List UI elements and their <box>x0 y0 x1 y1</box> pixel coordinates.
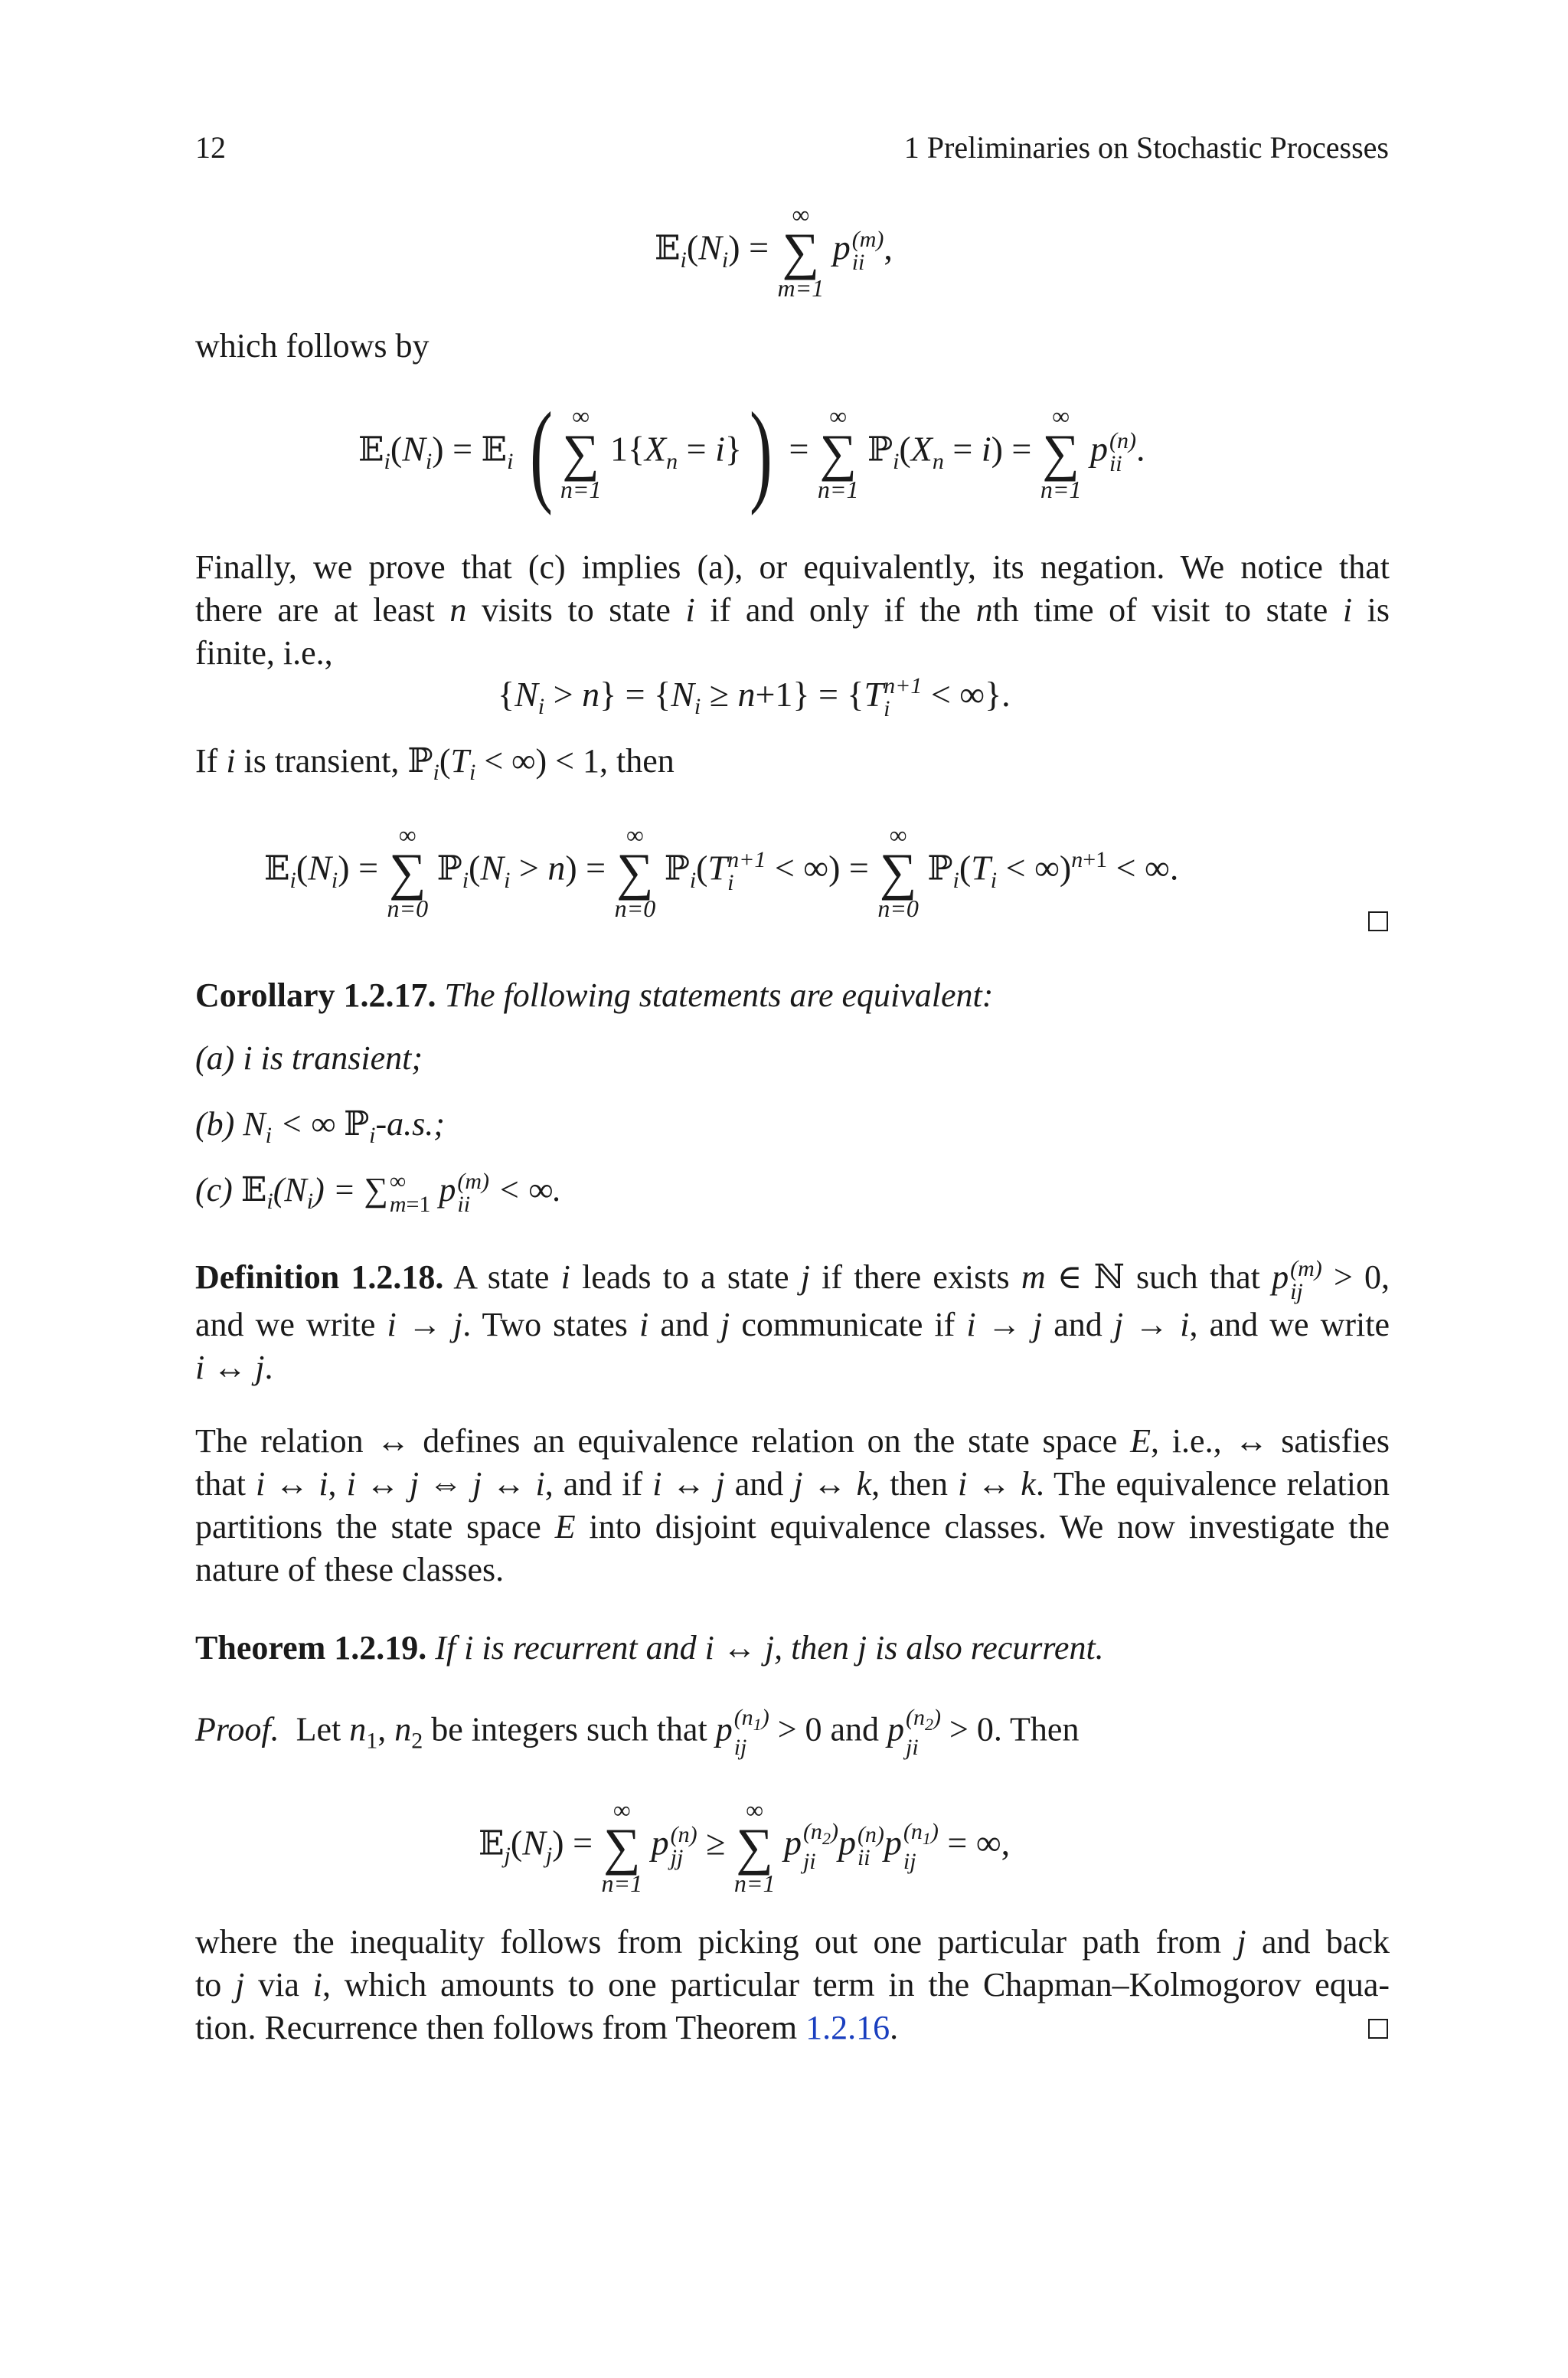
equation-5: $𝔼_j(N_j)$ = ∞ ∑ n=1 p (n) jj ≥ ∞ ∑ n=1 p $(n_2)$ ji p (n) ii p $(n_1)$ ij = ∞, <box>479 1796 1011 1897</box>
corollary-item-c: (c) $𝔼_i(N_i)$ = ∑ ∞ m=1 p (m) ii < ∞. <box>195 1168 562 1217</box>
proof-label: Proof. <box>195 1710 279 1748</box>
last-line-suffix: . <box>890 2009 899 2046</box>
corollary-heading <box>195 974 993 1017</box>
page-number: 12 <box>195 130 226 165</box>
last-line-prefix: tion. Recurrence then follows from Theorem <box>195 2009 806 2046</box>
definition-label: Definition 1.2.18. <box>195 1258 444 1296</box>
running-title: 1 Preliminaries on Stochastic Processes <box>903 130 1389 165</box>
qed-box <box>1368 2019 1388 2039</box>
theorem-heading: Theorem 1.2.19. If i is recurrent and i ↔ j, then j is also recurrent. <box>195 1629 1104 1667</box>
equation-3: $\{N_i > n\} = \{N_i \ge n+1\} = \{T$ n+1 i < ∞}. <box>498 673 1011 722</box>
corollary-item-b: (b) $N_i$ < ∞ ℙ$_i$-a.s.; <box>195 1104 445 1148</box>
equation-4: $𝔼_i(N_i)$ = ∞ ∑ n=0 $ℙ_i(N_i > n)$ = ∞ ∑ n=0 ℙ$_i$(T n+1 i < ∞) = ∞ ∑ n=0 $ℙ_i(T_i < \infty)^{n+1}$ < ∞. <box>264 821 1179 922</box>
corollary-body: The following statements are equivalent: <box>444 976 994 1014</box>
theorem-ref-link[interactable]: 1.2.16 <box>805 2009 890 2046</box>
proof-line: Proof. Let $n_1$, $n_2$ be integers such that p $(n_1)$ ij > 0 and p $(n_2)$ ji > 0. Then <box>195 1705 1080 1760</box>
theorem-label: Theorem 1.2.19. <box>195 1629 427 1667</box>
finally-paragraph: Finally, we prove that (c) implies (a), or equivalently, its negation. We notice that there are at least n visits to state i if and only if the nth time of visit to state i is finite, i.e., <box>195 548 1390 672</box>
equation-1: $𝔼_i(N_i)$ = ∞ ∑ m=1 p (m) ii , <box>655 201 893 302</box>
relation-paragraph: The relation ↔ defines an equivalence relation on the state space E, i.e., ↔ satisfies that i ↔ i, i ↔ j ⇔ j ↔ i, and if i ↔ j and j ↔ k, then i ↔ k. The equivalence relation partitions the state space E into disjoint equivalence classes. We now investigate the nature of these classes. <box>195 1422 1390 1588</box>
if-transient-text: If i is transient, $ℙ_i(T_i$ < ∞) < 1, then <box>195 741 675 785</box>
definition-paragraph: Definition 1.2.18. A state i leads to a state j if there exists m ∈ ℕ such that p (m) ij > 0, and we write i → j. Two states i and j communicate if i → j and j → i, and we write i ↔ j. <box>195 1255 1390 1386</box>
equation-2: $𝔼_i(N_i)$ = 𝔼$_i$ ( ∞ ∑ n=1 $1\{X_n = i\}$) = ∞ ∑ n=1 $ℙ_i(X_n = i)$ = ∞ ∑ n=1 p (n) ii . <box>358 389 1145 516</box>
qed-box <box>1368 911 1388 931</box>
corollary-item-a: (a) i is transient; <box>195 1039 423 1077</box>
corollary-label: Corollary 1.2.17. <box>195 976 436 1014</box>
which-follows-text: which follows by <box>195 327 430 365</box>
where-paragraph: where the inequality follows from picking out one particular path from j and back to j via i, which amounts to one particular term in the Chapman–Kolmogorov equa- tion. Recurrence then follows from Theorem 1.2.16. <box>195 1923 1390 2046</box>
